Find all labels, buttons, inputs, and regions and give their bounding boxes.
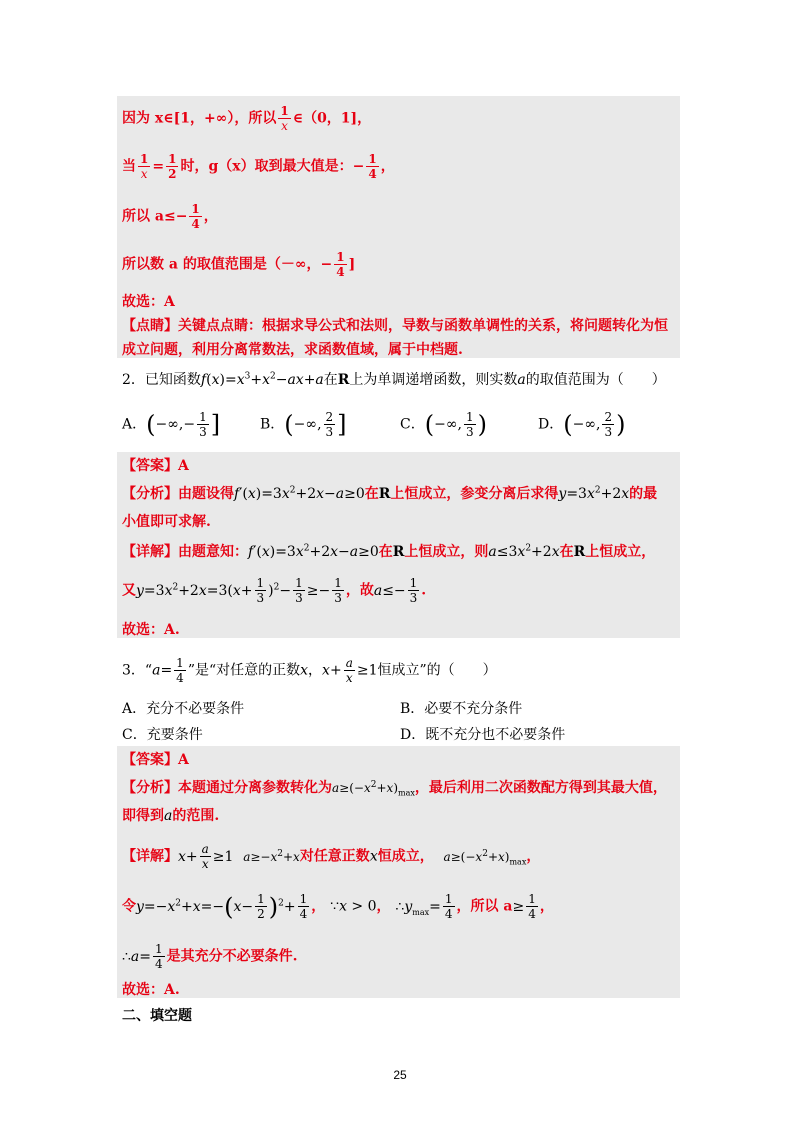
text: ，: [311, 898, 326, 915]
page-number: 25: [393, 1068, 407, 1082]
text: 的取值范围为（ ）: [525, 372, 666, 388]
fraction: $\frac{2}{3}$: [604, 410, 613, 439]
text: 在: [364, 486, 379, 502]
text: ，: [308, 662, 323, 679]
a2-analysis-2: 小值即可求解.: [122, 514, 211, 530]
a2-detail: 【详解】由题意知：$f'(x)=3x^2+2x-a\ge 0$在R上恒成立，则$a\le 3x^2+2x$在R上恒成立，: [122, 543, 656, 560]
text: 3．“: [122, 662, 153, 679]
fraction: $\frac{2}{3}$: [325, 410, 334, 439]
a3-choose: 故选：A.: [122, 982, 180, 998]
text: 【详解】由题意知：: [122, 544, 248, 560]
block1-line2: 当 $\frac{1}{x}$ = $\frac{1}{2}$ 时，g（x）取到最大值是：− $\frac{1}{4}$ ，: [122, 152, 395, 181]
fraction: $\frac{1}{3}$: [199, 410, 207, 439]
text: 的范围.: [172, 808, 220, 824]
text: 【分析】本题通过分离参数转化为: [122, 780, 332, 796]
q2-stem: 2．已知函数$f(x)=x^3+x^2-ax+a$在R上为单调递增函数，则实数a的取值范围为（ ）: [122, 371, 666, 388]
q3-option-c[interactable]: C．充要条件: [122, 727, 203, 743]
a2-analysis: 【分析】由题设得$f'(x)=3x^2+2x-a\ge 0$在R上恒成立，参变分离后求得$y=3x^2+2x$的最: [122, 485, 658, 502]
a3-conclusion: ∴a= $\frac{1}{4}$ 是其充分不必要条件.: [122, 942, 298, 971]
text: 令: [122, 898, 136, 915]
a3-detail: 【详解】x+ $\frac{a}{x}$ ≥1 $a\ge-x^2+x$对任意正数x恒成立， $a\ge(-x^2+x)_{max}$，: [122, 842, 541, 871]
text: .: [421, 582, 427, 599]
text: 在: [559, 544, 574, 560]
a2-answer: 【答案】A: [122, 458, 189, 474]
text: ，: [526, 848, 541, 865]
q3-option-b[interactable]: B．必要不充分条件: [400, 701, 523, 717]
text: R: [337, 372, 350, 388]
text: 的最: [629, 486, 658, 502]
text: 2．已知函数: [122, 372, 201, 388]
text: 所以数 a 的取值范围是（－∞，: [122, 256, 321, 273]
q2-option-d[interactable]: D．(−∞, $\frac{2}{3}$ ): [538, 410, 626, 439]
text: ，: [539, 898, 554, 915]
fraction: $\frac{1}{4}$: [368, 152, 377, 181]
option-label: D．: [538, 416, 564, 433]
text: ，: [376, 898, 391, 915]
option-label: B．: [260, 416, 285, 433]
fraction-1-over-x: $\frac{1}{x}$: [280, 104, 289, 133]
a3-analysis-2: 即得到a的范围.: [122, 808, 220, 824]
text: 因为 x∈[1，+∞），所以: [122, 110, 277, 127]
block1-choose: 故选：A: [122, 294, 175, 310]
option-label: C．: [400, 416, 425, 433]
text: 上恒成立，参变分离后求得: [390, 486, 559, 502]
a2-choose: 故选：A.: [122, 622, 180, 638]
text: 【分析】由题设得: [122, 486, 234, 502]
fraction: $\frac{1}{4}$: [191, 202, 200, 231]
text: 时，g（x）取到最大值是：: [180, 158, 353, 175]
q3-stem: 3．“a= $\frac{1}{4}$ ”是“对任意的正数x，x+ $\frac{a}{x}$ ≥1恒成立”的（ ）: [122, 656, 497, 685]
q2-option-c[interactable]: C．(−∞, $\frac{1}{3}$ ): [400, 410, 487, 439]
text: 恒成立”的（ ）: [377, 662, 497, 679]
a3-analysis: 【分析】本题通过分离参数转化为$a\ge(-x^2+x)_{max}$，最后利用二次函数配方得到其最大值，: [122, 780, 667, 798]
q3-option-a[interactable]: A．充分不必要条件: [122, 701, 245, 717]
a3-answer: 【答案】A: [122, 752, 189, 768]
option-label: A．: [122, 416, 147, 433]
text: 在: [378, 544, 393, 560]
fraction: $\frac{1}{x}$: [140, 152, 149, 181]
text: 即得到: [122, 808, 164, 824]
a2-again: 又$y=3x^2+2x=3(x+$ $\frac{1}{3}$ )$^2$− $\frac{1}{3}$ ≥− $\frac{1}{3}$ ，故a≤− $\frac{1}{3}$ .: [122, 576, 427, 605]
fraction: $\frac{1}{2}$: [168, 152, 177, 181]
text: ∈（0，1]，: [292, 110, 372, 127]
text: ，: [203, 208, 218, 225]
text: 当: [122, 158, 136, 175]
q2-option-a[interactable]: A．(−∞,− $\frac{1}{3}$ ]: [122, 410, 221, 439]
a3-let: 令$y=-x^2+x=-(x-$ $\frac{1}{2}$ )$^2$+ $\frac{1}{4}$ ， ∵x > 0， $\therefore y_{max}=$ $\frac{1}{4}$ ，所以 a≥ $\frac{1}{4}$ ，: [122, 892, 554, 921]
section-heading: 二、填空题: [122, 1008, 192, 1024]
text: 【详解】: [122, 848, 178, 865]
block1-line4: 所以数 a 的取值范围是（－∞，− $\frac{1}{4}$ ]: [122, 250, 356, 279]
text: ，最后利用二次函数配方得到其最大值，: [414, 780, 667, 796]
text: 是其充分不必要条件.: [166, 948, 298, 965]
fraction: $\frac{1}{3}$: [465, 410, 474, 439]
text: 上恒成立，: [585, 544, 656, 560]
text: 上为单调递增函数，则实数: [349, 372, 518, 388]
text: 恒成立，: [377, 848, 434, 865]
text: 上恒成立，则: [404, 544, 489, 560]
block1-remark-2: 成立问题，利用分离常数法，求函数值域，属于中档题.: [122, 342, 463, 358]
block1-remark-1: 【点睛】关键点点睛：根据求导公式和法则，导数与函数单调性的关系，将问题转化为恒: [122, 318, 668, 334]
text: 所以 a≤: [122, 208, 176, 225]
text: ，: [380, 158, 395, 175]
q2-option-b[interactable]: B．(−∞, $\frac{2}{3}$ ]: [260, 410, 347, 439]
text: 在: [323, 372, 338, 388]
q3-option-d[interactable]: D．既不充分也不必要条件: [400, 727, 566, 743]
text: ”是“对任意的正数: [187, 662, 301, 679]
text: a: [517, 372, 526, 388]
text: 又: [122, 582, 136, 599]
text: 对任意正数: [299, 848, 370, 865]
fraction: $\frac{1}{4}$: [336, 250, 345, 279]
block1-line3: 所以 a≤− $\frac{1}{4}$ ，: [122, 202, 218, 231]
text: ]: [348, 256, 356, 273]
text: ，所以 a: [456, 898, 513, 915]
text: ，故: [345, 582, 374, 599]
block1-line1: [122, 104, 371, 133]
